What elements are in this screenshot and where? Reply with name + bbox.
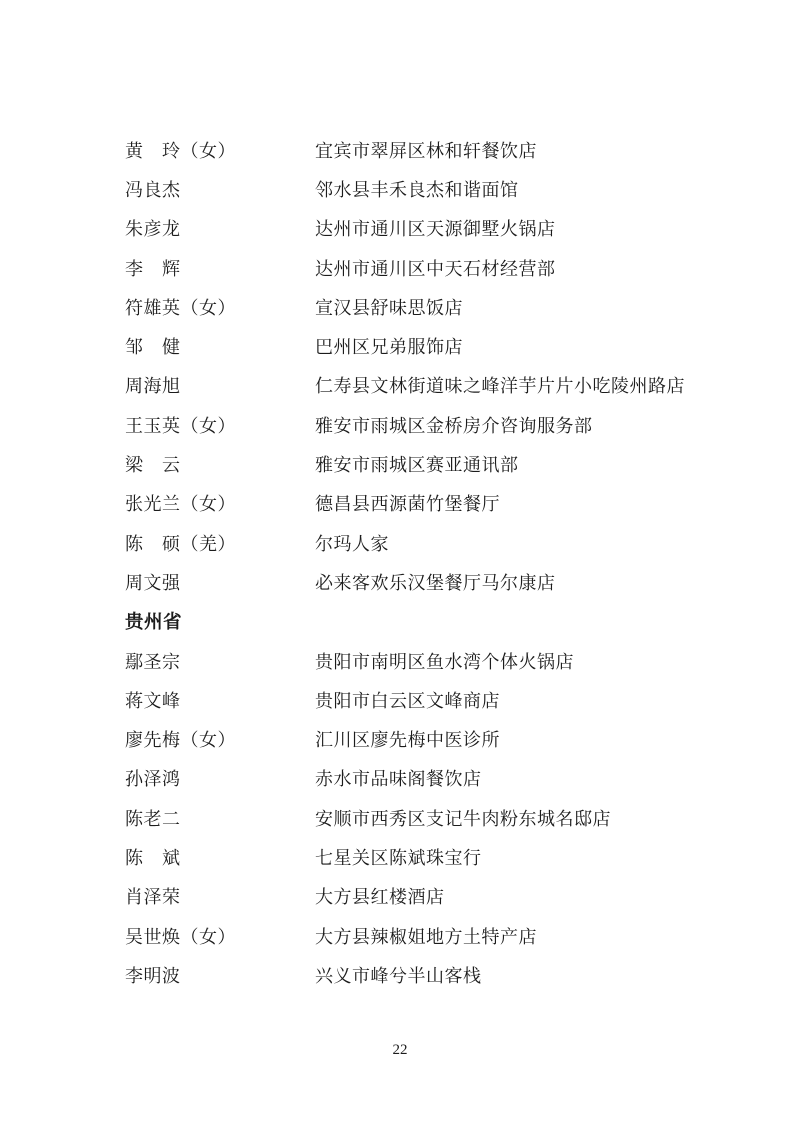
organization-name: 巴州区兄弟服饰店 (315, 337, 463, 358)
list-row (0, 641, 800, 680)
organization-name: 雅安市雨城区赛亚通讯部 (315, 455, 519, 476)
list-row (0, 719, 800, 758)
list-row (0, 209, 800, 248)
organization-name: 兴义市峰兮半山客栈 (315, 965, 482, 986)
person-name: 陈 斌 (125, 847, 181, 868)
province-section-header-1 (0, 602, 800, 641)
organization-name: 宜宾市翠屏区林和轩餐饮店 (315, 140, 537, 161)
list-row (0, 248, 800, 287)
person-name: 朱彦龙 (125, 219, 181, 240)
organization-name: 大方县辣椒姐地方土特产店 (315, 926, 537, 947)
organization-name: 七星关区陈斌珠宝行 (315, 847, 482, 868)
person-name: 吴世焕（女） (125, 926, 236, 947)
person-name: 周文强 (125, 572, 181, 593)
list-row (0, 759, 800, 798)
list-row (0, 484, 800, 523)
list-row (0, 523, 800, 562)
list-row (0, 562, 800, 601)
organization-name: 汇川区廖先梅中医诊所 (315, 730, 500, 751)
list-row (0, 287, 800, 326)
person-name: 李 辉 (125, 258, 181, 279)
organization-name: 达州市通川区中天石材经营部 (315, 258, 556, 279)
list-row (0, 680, 800, 719)
list-row (0, 366, 800, 405)
list-row (0, 169, 800, 208)
organization-name: 邻水县丰禾良杰和谐面馆 (315, 179, 519, 200)
person-name: 梁 云 (125, 455, 181, 476)
organization-name: 德昌县西源菌竹堡餐厅 (315, 494, 500, 515)
organization-name: 尔玛人家 (315, 533, 389, 554)
list-row (0, 916, 800, 955)
person-name: 张光兰（女） (125, 494, 236, 515)
organization-name: 赤水市品味阁餐饮店 (315, 769, 482, 790)
person-name: 李明波 (125, 965, 181, 986)
list-row (0, 130, 800, 169)
province-name: 贵州省 (125, 611, 183, 633)
recognition-list (0, 130, 800, 995)
person-name: 鄢圣宗 (125, 651, 181, 672)
organization-name: 安顺市西秀区支记牛肉粉东城名邸店 (315, 808, 611, 829)
organization-name: 大方县红楼酒店 (315, 887, 445, 908)
list-row (0, 326, 800, 365)
person-name: 王玉英（女） (125, 415, 236, 436)
organization-name: 贵阳市白云区文峰商店 (315, 690, 500, 711)
person-name: 陈 硕（羌） (125, 533, 236, 554)
person-name: 周海旭 (125, 376, 181, 397)
person-name: 肖泽荣 (125, 887, 181, 908)
page-footer (0, 1042, 800, 1059)
organization-name: 雅安市雨城区金桥房介咨询服务部 (315, 415, 593, 436)
list-row (0, 837, 800, 876)
person-name: 陈老二 (125, 808, 181, 829)
organization-name: 达州市通川区天源御墅火锅店 (315, 219, 556, 240)
organization-name: 宣汉县舒味思饭店 (315, 297, 463, 318)
list-row (0, 877, 800, 916)
person-name: 孙泽鸿 (125, 769, 181, 790)
organization-name: 必来客欢乐汉堡餐厅马尔康店 (315, 572, 556, 593)
person-name: 邹 健 (125, 337, 181, 358)
organization-name: 贵阳市南明区鱼水湾个体火锅店 (315, 651, 574, 672)
list-row (0, 444, 800, 483)
page-number: 22 (392, 1042, 408, 1058)
organization-name: 仁寿县文林街道味之峰洋芋片片小吃陵州路店 (315, 376, 685, 397)
list-row (0, 798, 800, 837)
person-name: 符雄英（女） (125, 297, 236, 318)
list-row (0, 955, 800, 994)
person-name: 黄 玲（女） (125, 140, 236, 161)
person-name: 廖先梅（女） (125, 730, 236, 751)
person-name: 冯良杰 (125, 179, 181, 200)
list-row (0, 405, 800, 444)
person-name: 蒋文峰 (125, 690, 181, 711)
